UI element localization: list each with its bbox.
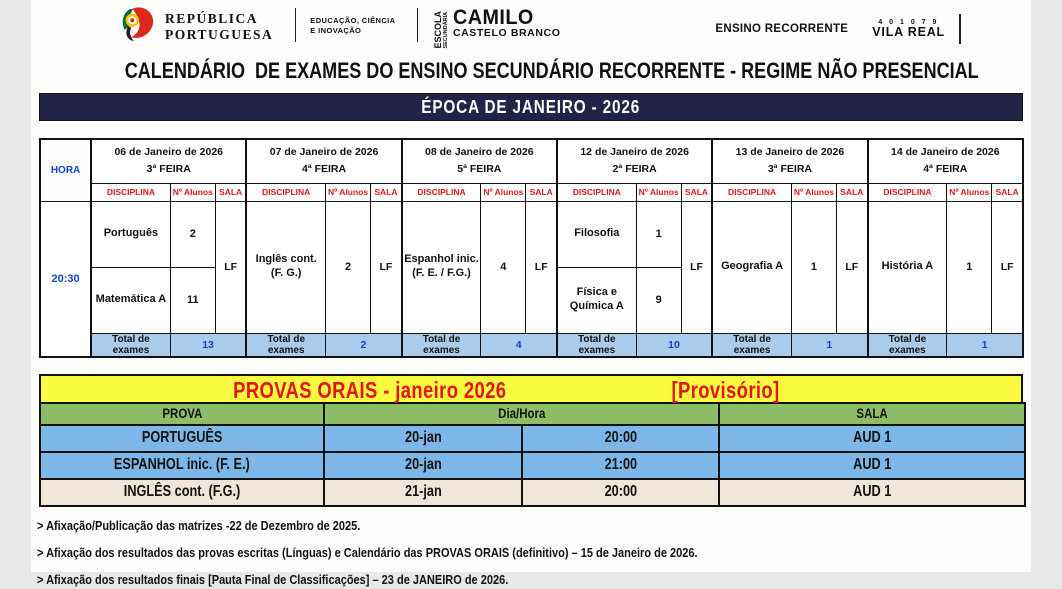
subheader-sala: SALA <box>681 183 712 201</box>
orals-cell-hora <box>522 425 719 452</box>
hora-column-header: HORA <box>40 139 91 201</box>
orals-header-dia-hora-text: Dia/Hora <box>497 404 546 421</box>
total-label: Total de exames <box>91 333 170 357</box>
orals-sala-text: AUD 1 <box>852 429 892 446</box>
orals-dia-text: 20-jan <box>404 456 442 473</box>
republica-line1: REPÚBLICA <box>165 11 259 26</box>
ministry-line2: E INOVAÇÃO <box>310 25 362 35</box>
subheader-alunos: Nº Alunos <box>170 183 215 201</box>
note-line <box>37 517 1031 535</box>
note-resultados-escritas: > Afixação dos resultados das provas escritas (Línguas) e Calendário das PROVAS ORAIS (definitivo) – 15 de Janeiro de 2026. <box>37 545 698 560</box>
day-date: 14 de Janeiro de 2026 <box>891 146 1000 159</box>
orals-row <box>40 479 1025 506</box>
total-value: 4 <box>481 333 557 357</box>
document-title-text: CALENDÁRIO DE EXAMES DO ENSINO SECUNDÁRIO RECORRENTE - REGIME NÃO PRESENCIAL <box>124 58 979 83</box>
orals-cell-hora <box>522 452 719 479</box>
epoch-banner <box>39 93 1023 121</box>
epoch-banner-text: ÉPOCA DE JANEIRO - 2026 <box>421 96 641 117</box>
ministry-line1: EDUCAÇÃO, CIÊNCIA <box>310 16 396 25</box>
school-logo-vertical-text <box>434 11 450 49</box>
exam-cell-disciplina: Espanhol inic. (F. E. / F.G.) <box>402 201 481 333</box>
orals-cell-dia <box>324 479 522 506</box>
exam-cell-alunos: 1 <box>791 201 836 333</box>
exam-cell-sala: LF <box>215 201 246 333</box>
orals-table <box>39 402 1026 507</box>
footer-notes <box>37 517 1031 589</box>
exam-cell-disciplina: Geografia A <box>712 201 791 333</box>
exam-cell-sala: LF <box>837 201 868 333</box>
header-right-group <box>715 14 961 44</box>
orals-dia-text: 21-jan <box>404 483 442 500</box>
header-divider <box>295 8 296 42</box>
orals-hora-text: 20:00 <box>604 483 637 500</box>
subheader-alunos: Nº Alunos <box>481 183 526 201</box>
note-resultados-finais: > Afixação dos resultados finais [Pauta Final de Classificações] – 23 de JANEIRO de 2026. <box>37 572 509 587</box>
total-value: 13 <box>170 333 246 357</box>
ministry-label <box>310 16 395 36</box>
republica-line2: PORTUGUESA <box>165 26 274 42</box>
total-label: Total de exames <box>402 333 481 357</box>
exam-cell-alunos: 11 <box>170 267 215 333</box>
subheader-disciplina: DISCIPLINA <box>712 183 791 201</box>
school-vertical-secundaria: SECUNDÁRIA <box>443 11 450 49</box>
orals-banner <box>39 374 1023 404</box>
orals-sala-text: AUD 1 <box>852 483 892 500</box>
orals-cell-sala <box>719 479 1025 506</box>
orals-header-prova <box>40 403 324 425</box>
orals-header-sala-text: SALA <box>856 404 888 421</box>
exam-cell-sala: LF <box>371 201 402 333</box>
school-code-city <box>872 19 945 39</box>
orals-header-dia-hora <box>324 403 719 425</box>
exam-cell-sala: LF <box>681 201 712 333</box>
day-date: 13 de Janeiro de 2026 <box>735 146 845 159</box>
header-divider-right <box>959 14 961 44</box>
orals-cell-prova <box>40 425 324 452</box>
day-weekday: 5ª FEIRA <box>457 163 502 176</box>
school-name-camilo: CAMILO <box>452 6 534 29</box>
exam-cell-alunos: 9 <box>636 267 681 333</box>
exam-cell-disciplina: Inglês cont. (F. G.) <box>246 201 325 333</box>
day-header-4 <box>712 139 867 183</box>
subheader-sala: SALA <box>992 183 1023 201</box>
total-label: Total de exames <box>868 333 947 357</box>
total-value: 10 <box>636 333 712 357</box>
orals-cell-prova <box>40 479 324 506</box>
orals-header-sala <box>719 403 1025 425</box>
orals-banner-title <box>41 377 698 404</box>
day-weekday: 3ª FEIRA <box>146 163 191 176</box>
exam-cell-sala: LF <box>526 201 557 333</box>
exam-cell-alunos: 2 <box>170 201 215 267</box>
note-line <box>37 571 1031 589</box>
orals-dia-text: 20-jan <box>404 429 442 446</box>
subheader-alunos: Nº Alunos <box>636 183 681 201</box>
subheader-disciplina: DISCIPLINA <box>246 183 325 201</box>
day-header-1 <box>246 139 401 183</box>
subheader-disciplina: DISCIPLINA <box>557 183 636 201</box>
day-weekday: 2ª FEIRA <box>612 163 657 176</box>
exam-cell-disciplina: Física e Química A <box>557 267 636 333</box>
day-date: 07 de Janeiro de 2026 <box>269 146 379 159</box>
total-label: Total de exames <box>557 333 636 357</box>
total-value: 2 <box>326 333 402 357</box>
day-weekday: 4ª FEIRA <box>923 163 968 176</box>
exam-cell-alunos: 1 <box>947 201 992 333</box>
orals-banner-title-text: PROVAS ORAIS - janeiro 2026 <box>232 376 506 403</box>
ensino-recorrente-label: ENSINO RECORRENTE <box>715 23 849 35</box>
portugal-flag-icon <box>117 6 157 44</box>
document-title <box>31 58 1031 84</box>
day-date: 08 de Janeiro de 2026 <box>425 146 534 159</box>
orals-header-prova-text: PROVA <box>162 404 202 421</box>
subheader-disciplina: DISCIPLINA <box>402 183 481 201</box>
day-header-5 <box>868 139 1023 183</box>
day-weekday: 4ª FEIRA <box>301 163 347 176</box>
document-header <box>31 0 1031 48</box>
orals-prova-text: INGLÊS cont. (F.G.) <box>123 483 241 500</box>
orals-hora-text: 20:00 <box>604 429 637 446</box>
orals-cell-sala <box>719 452 1025 479</box>
day-header-3 <box>557 139 712 183</box>
orals-prova-text: ESPANHOL inic. (F. E.) <box>114 456 250 473</box>
republica-portuguesa-wordmark <box>165 11 273 42</box>
note-line <box>37 544 1031 562</box>
school-logo <box>433 6 561 49</box>
exam-schedule-table <box>39 138 1024 358</box>
orals-cell-dia <box>324 425 522 452</box>
school-name-castelo-branco: CASTELO BRANCO <box>452 26 561 39</box>
school-city: VILA REAL <box>872 25 945 40</box>
day-header-0 <box>91 139 246 183</box>
exam-cell-disciplina: História A <box>868 201 947 333</box>
orals-header-row <box>40 403 1025 425</box>
subheader-alunos: Nº Alunos <box>326 183 371 201</box>
orals-row <box>40 425 1025 452</box>
subheader-disciplina: DISCIPLINA <box>868 183 947 201</box>
day-weekday: 3ª FEIRA <box>767 163 812 176</box>
day-date: 12 de Janeiro de 2026 <box>580 146 689 159</box>
exam-cell-disciplina: Filosofia <box>557 201 636 267</box>
day-date: 06 de Janeiro de 2026 <box>114 146 224 159</box>
orals-cell-dia <box>324 452 522 479</box>
school-name <box>452 6 561 39</box>
subheader-sala: SALA <box>526 183 557 201</box>
exam-hora-value: 20:30 <box>40 201 91 357</box>
day-header-2 <box>402 139 557 183</box>
subheader-sala: SALA <box>215 183 246 201</box>
note-matrizes: > Afixação/Publicação das matrizes -22 de Dezembro de 2025. <box>37 518 361 533</box>
orals-banner-tag <box>658 377 793 404</box>
subheader-sala: SALA <box>837 183 868 201</box>
orals-row <box>40 452 1025 479</box>
school-code: 4 0 1 0 7 9 <box>878 19 939 27</box>
orals-sala-text: AUD 1 <box>852 456 892 473</box>
exam-cell-alunos: 1 <box>636 201 681 267</box>
subheader-disciplina: DISCIPLINA <box>91 183 170 201</box>
subheader-sala: SALA <box>371 183 402 201</box>
orals-hora-text: 21:00 <box>604 456 637 473</box>
orals-prova-text: PORTUGUÊS <box>141 429 223 446</box>
exam-cell-alunos: 4 <box>481 201 526 333</box>
subheader-alunos: Nº Alunos <box>947 183 992 201</box>
exam-cell-disciplina: Português <box>91 201 170 267</box>
exam-cell-disciplina: Matemática A <box>91 267 170 333</box>
school-vertical-escola: ESCOLA <box>433 11 444 49</box>
orals-cell-hora <box>522 479 719 506</box>
exam-cell-alunos: 2 <box>326 201 371 333</box>
exam-cell-sala: LF <box>992 201 1023 333</box>
total-value: 1 <box>791 333 867 357</box>
orals-cell-prova <box>40 452 324 479</box>
subheader-alunos: Nº Alunos <box>791 183 836 201</box>
orals-cell-sala <box>719 425 1025 452</box>
header-divider <box>417 8 418 42</box>
total-label: Total de exames <box>246 333 325 357</box>
exam-calendar-document <box>31 0 1031 587</box>
total-value: 1 <box>947 333 1023 357</box>
total-label: Total de exames <box>712 333 791 357</box>
orals-banner-tag-text: [Provisório] <box>671 376 780 403</box>
